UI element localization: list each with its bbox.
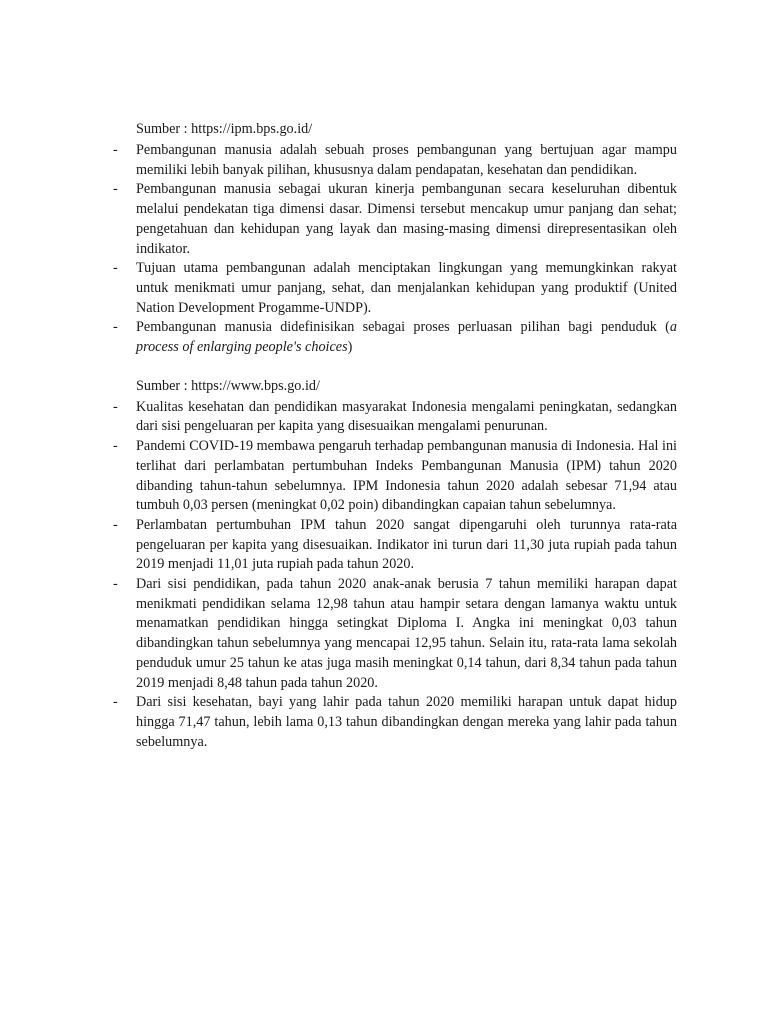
bullet-item — [113, 180, 677, 259]
bullet-text: Tujuan utama pembangunan adalah menciptakan lingkungan yang memungkinkan rakyat untuk menikmati umur panjang, sehat, dan menjalankan kehidupan yang produktif (United Nation Development Progamme-UNDP). — [136, 260, 677, 316]
bullet-text: Pembangunan manusia sebagai ukuran kinerja pembangunan secara keseluruhan dibentuk melalui pendekatan tiga dimensi dasar. Dimensi tersebut mencakup umur panjang dan sehat; pengetahuan dan kehidupan yang layak dan masing-masing dimensi direpresentasikan oleh indikator. — [136, 181, 677, 257]
bullet-dash: - — [113, 260, 118, 277]
bullet-list — [0, 398, 768, 753]
bullet-dash: - — [113, 576, 118, 593]
bullet-dash: - — [113, 319, 118, 336]
bullet-text: Pandemi COVID-19 membawa pengaruh terhadap pembangunan manusia di Indonesia. Hal ini terlihat dari perlambatan pertumbuhan Indeks Pembangunan Manusia (IPM) tahun 2020 dibanding tahun-tahun sebelumnya. IPM Indonesia tahun 2020 adalah sebesar 71,94 atau tumbuh 0,03 persen (meningkat 0,02 poin) dibandingkan capaian tahun sebelumnya. — [136, 438, 677, 514]
source-line: Sumber : https://ipm.bps.go.id/ — [136, 121, 313, 137]
bullet-item — [113, 693, 677, 752]
bullet-item — [113, 141, 677, 180]
section-bps — [0, 377, 768, 753]
bullet-dash: - — [113, 516, 118, 533]
bullet-item — [113, 259, 677, 318]
bullet-italic-text: a process of enlarging people's choices — [136, 319, 677, 356]
bullet-text: Kualitas kesehatan dan pendidikan masyarakat Indonesia mengalami peningkatan, sedangkan dari sisi pengeluaran per kapita yang disesuaikan mengalami penurunan. — [136, 398, 677, 435]
bullet-item — [113, 437, 677, 516]
bullet-list — [0, 141, 768, 358]
bullet-text: Pembangunan manusia didefinisikan sebagai proses perluasan pilihan bagi penduduk ( — [136, 319, 670, 336]
document-page — [0, 120, 768, 752]
bullet-dash: - — [113, 142, 118, 158]
bullet-item — [113, 318, 677, 357]
bullet-text: Dari sisi kesehatan, bayi yang lahir pada tahun 2020 memiliki harapan untuk dapat hidup hingga 71,47 tahun, lebih lama 0,13 tahun dibandingkan dengan mereka yang lahir pada tahun sebelumnya. — [136, 694, 677, 750]
bullet-item — [113, 575, 677, 693]
section-ipm — [0, 120, 768, 358]
source-line: Sumber : https://www.bps.go.id/ — [136, 377, 320, 394]
bullet-dash: - — [113, 438, 118, 455]
bullet-text: Perlambatan pertumbuhan IPM tahun 2020 sangat dipengaruhi oleh turunnya rata-rata pengeluaran per kapita yang disesuaikan. Indikator ini turun dari 11,30 juta rupiah pada tahun 2019 menjadi 11,01 juta rupiah pada tahun 2020. — [136, 516, 677, 573]
bullet-item — [113, 516, 677, 575]
bullet-dash: - — [113, 181, 118, 198]
bullet-text-tail: ) — [347, 339, 353, 356]
bullet-text: Dari sisi pendidikan, pada tahun 2020 anak-anak berusia 7 tahun memiliki harapan dapat menikmati pendidikan selama 12,98 tahun atau hampir setara dengan lamanya waktu untuk menamatkan pendidikan hingga setingkat Diploma I. Angka ini meningkat 0,03 tahun dibandingkan tahun sebelumnya yang mencapai 12,95 tahun. Selain itu, rata-rata lama sekolah penduduk umur 25 tahun ke atas juga masih meningkat 0,14 tahun, dari 8,34 tahun pada tahun 2019 menjadi 8,48 tahun pada tahun 2020. — [136, 576, 677, 691]
bullet-dash: - — [113, 398, 118, 415]
bullet-item — [113, 398, 677, 437]
bullet-text: Pembangunan manusia adalah sebuah proses pembangunan yang bertujuan agar mampu memiliki lebih banyak pilihan, khususnya dalam pendapatan, kesehatan dan pendidikan. — [136, 142, 677, 178]
bullet-dash: - — [113, 694, 118, 711]
